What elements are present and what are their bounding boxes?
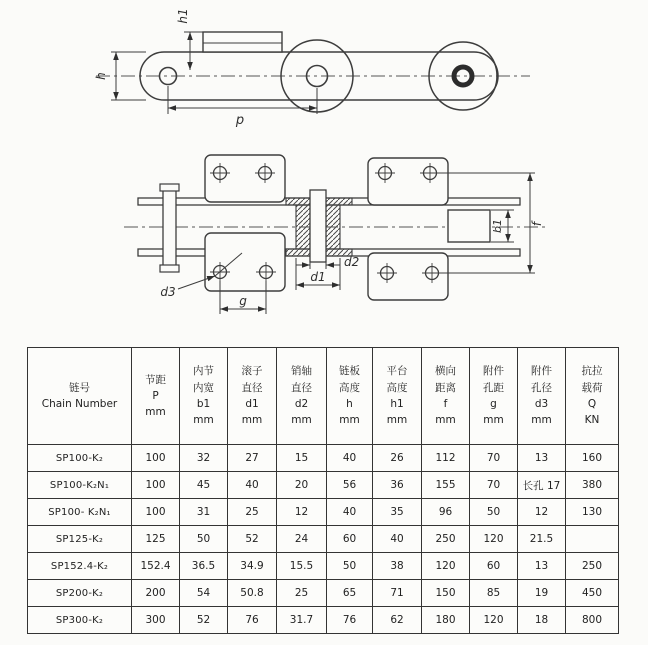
value-cell: 70 (470, 445, 518, 472)
value-cell: 85 (470, 580, 518, 607)
value-cell: 15 (277, 445, 327, 472)
value-cell: 32 (180, 445, 228, 472)
value-cell: 45 (180, 472, 228, 499)
value-cell: 76 (228, 607, 277, 634)
table-row (28, 499, 619, 526)
value-cell: 长孔 17 (518, 472, 566, 499)
table-header (28, 348, 619, 445)
value-cell: 300 (132, 607, 180, 634)
value-cell: 27 (228, 445, 277, 472)
dim-label-h: h (94, 72, 108, 80)
chain-number-cell: SP200-K₂ (28, 580, 132, 607)
value-cell: 13 (518, 445, 566, 472)
value-cell: 50 (180, 526, 228, 553)
value-cell: 36 (373, 472, 422, 499)
dim-d1 (296, 258, 340, 290)
dim-h1 (176, 8, 203, 70)
value-cell: 15.5 (277, 553, 327, 580)
dim-label-p: p (235, 113, 245, 128)
header-pitch: 节距 P mm (132, 348, 180, 445)
value-cell: 800 (566, 607, 619, 634)
header-transverse-distance: 横向 距离 f mm (422, 348, 470, 445)
value-cell: 31.7 (277, 607, 327, 634)
pin-section (310, 190, 326, 262)
attachment-plate-upper-right (368, 158, 448, 205)
value-cell: 130 (566, 499, 619, 526)
chain-number-cell: SP100-K₂ (28, 445, 132, 472)
value-cell: 21.5 (518, 526, 566, 553)
dim-b1 (491, 210, 514, 242)
value-cell: 50 (470, 499, 518, 526)
value-cell: 25 (277, 580, 327, 607)
inner-link-block (448, 210, 490, 242)
header-attachment-hole-diameter: 附件 孔径 d3 mm (518, 348, 566, 445)
value-cell: 40 (327, 499, 373, 526)
table-row (28, 580, 619, 607)
attachment-plate-lower-right (368, 253, 448, 300)
dim-label-d1: d1 (310, 270, 326, 284)
dim-label-d3: d3 (160, 285, 176, 299)
dim-label-h1: h1 (176, 8, 190, 24)
dim-label-b1: b1 (491, 219, 504, 233)
value-cell: 155 (422, 472, 470, 499)
value-cell: 56 (327, 472, 373, 499)
value-cell: 36.5 (180, 553, 228, 580)
spec-table (27, 347, 619, 634)
value-cell: 12 (518, 499, 566, 526)
value-cell (566, 526, 619, 553)
value-cell: 120 (470, 607, 518, 634)
value-cell: 52 (228, 526, 277, 553)
chain-number-cell: SP100-K₂N₁ (28, 472, 132, 499)
value-cell: 200 (132, 580, 180, 607)
header-inner-width: 内节 内宽 b1 mm (180, 348, 228, 445)
value-cell: 150 (422, 580, 470, 607)
table-row (28, 472, 619, 499)
value-cell: 25 (228, 499, 277, 526)
value-cell: 112 (422, 445, 470, 472)
header-roller-diameter: 滚子 直径 d1 mm (228, 348, 277, 445)
header-plate-height: 链板 高度 h mm (327, 348, 373, 445)
value-cell: 250 (566, 553, 619, 580)
dim-label-f: f (530, 221, 544, 227)
header-attachment-hole-spacing: 附件 孔距 g mm (470, 348, 518, 445)
attachment-platform (203, 32, 282, 52)
value-cell: 125 (132, 526, 180, 553)
chain-number-cell: SP152.4-K₂ (28, 553, 132, 580)
value-cell: 35 (373, 499, 422, 526)
roller-section (286, 190, 352, 262)
value-cell: 34.9 (228, 553, 277, 580)
value-cell: 24 (277, 526, 327, 553)
value-cell: 160 (566, 445, 619, 472)
header-platform-height: 平台 高度 h1 mm (373, 348, 422, 445)
value-cell: 380 (566, 472, 619, 499)
header-chain-number: 链号 Chain Number (28, 348, 132, 445)
chain-number-cell: SP125-K₂ (28, 526, 132, 553)
value-cell: 50 (327, 553, 373, 580)
header-row (28, 348, 619, 445)
value-cell: 38 (373, 553, 422, 580)
dim-label-d2: d2 (344, 255, 360, 269)
attachment-plate-upper-left (205, 155, 285, 202)
value-cell: 152.4 (132, 553, 180, 580)
value-cell: 100 (132, 499, 180, 526)
chain-number-cell: SP100- K₂N₁ (28, 499, 132, 526)
value-cell: 52 (180, 607, 228, 634)
value-cell: 60 (470, 553, 518, 580)
dim-label-g: g (239, 294, 247, 308)
value-cell: 250 (422, 526, 470, 553)
table-row (28, 553, 619, 580)
value-cell: 450 (566, 580, 619, 607)
dim-d2 (296, 255, 359, 269)
value-cell: 40 (228, 472, 277, 499)
value-cell: 40 (327, 445, 373, 472)
value-cell: 50.8 (228, 580, 277, 607)
side-view-diagram (88, 0, 540, 136)
value-cell: 12 (277, 499, 327, 526)
value-cell: 180 (422, 607, 470, 634)
value-cell: 96 (422, 499, 470, 526)
value-cell: 13 (518, 553, 566, 580)
end-pin (160, 184, 179, 272)
value-cell: 18 (518, 607, 566, 634)
value-cell: 54 (180, 580, 228, 607)
value-cell: 26 (373, 445, 422, 472)
table-row (28, 607, 619, 634)
value-cell: 100 (132, 445, 180, 472)
value-cell: 62 (373, 607, 422, 634)
value-cell: 76 (327, 607, 373, 634)
value-cell: 65 (327, 580, 373, 607)
header-tensile-load: 抗拉 载荷 Q KN (566, 348, 619, 445)
chain-link-plate (140, 52, 498, 100)
value-cell: 19 (518, 580, 566, 607)
value-cell: 120 (470, 526, 518, 553)
value-cell: 120 (422, 553, 470, 580)
chain-number-cell: SP300-K₂ (28, 607, 132, 634)
dim-h (94, 52, 146, 100)
value-cell: 60 (327, 526, 373, 553)
plan-view-diagram (118, 140, 552, 317)
value-cell: 71 (373, 580, 422, 607)
value-cell: 20 (277, 472, 327, 499)
table-row (28, 526, 619, 553)
value-cell: 31 (180, 499, 228, 526)
value-cell: 40 (373, 526, 422, 553)
header-pin-diameter: 销轴 直径 d2 mm (277, 348, 327, 445)
value-cell: 100 (132, 472, 180, 499)
attachment-plate-lower-left (205, 233, 285, 291)
table-row (28, 445, 619, 472)
table-body (28, 445, 619, 634)
dim-p (168, 86, 317, 128)
value-cell: 70 (470, 472, 518, 499)
